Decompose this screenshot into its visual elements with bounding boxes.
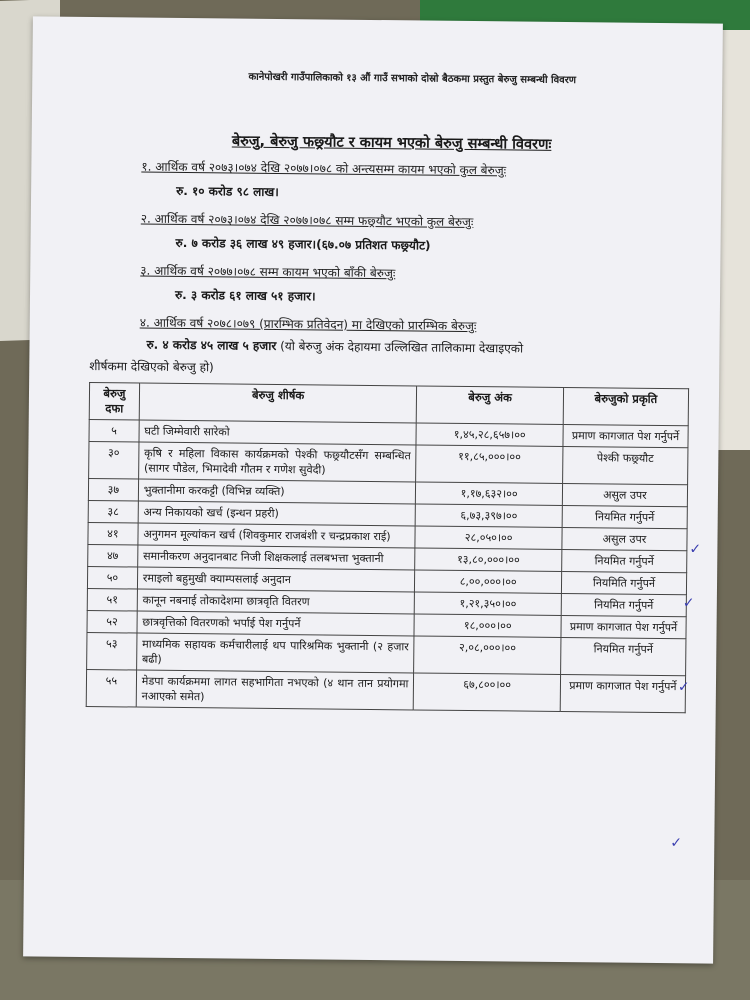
cell-nature: प्रमाण कागजात पेश गर्नुपर्ने <box>563 424 688 447</box>
cell-amount: ६,७३,३९७।०० <box>416 504 563 528</box>
cell-title: अनुगमन मूल्यांकन खर्च (शिवकुमार राजबंशी र चन्द्रप्रकाश राई) <box>138 523 416 548</box>
item-4-amount: रु. ४ करोड ४५ लाख ५ हजार <box>146 337 277 353</box>
cell-title: भुक्तानीमा करकट्टी (विभिन्न व्यक्ति) <box>138 479 416 504</box>
cell-amount: २८,०५०।०० <box>415 526 562 550</box>
checkmark-icon: ✓ <box>670 835 683 852</box>
item-1-heading: १. आर्थिक वर्ष २०७३।०७४ देखि २०७७।०७८ को अन्त्यसम्म कायम भएको कुल बेरुजुः <box>141 159 507 178</box>
cell-nature: प्रमाण कागजात पेश गर्नुपर्ने <box>560 674 685 712</box>
cell-amount: ११,८५,०००।०० <box>416 445 563 484</box>
item-4-note: (यो बेरुजु अंक देहायमा उल्लिखित तालिकामा देखाइएको <box>280 339 524 356</box>
cell-dafa: ५३ <box>87 633 137 671</box>
document-sheet <box>23 16 723 963</box>
cell-title: घटी जिम्मेवारी सारेको <box>139 420 417 445</box>
item-2-amount: रु. ७ करोड ३६ लाख ४९ हजार।(६७.०७ प्रतिशत फछ्र्यौट) <box>175 235 431 253</box>
cell-dafa: ५ <box>89 420 139 443</box>
header-nature: बेरुजुको प्रकृति <box>563 387 688 425</box>
cell-dafa: ५२ <box>87 611 137 634</box>
cell-title: अन्य निकायको खर्च (इन्धन प्रहरी) <box>138 501 416 526</box>
checkmark-icon: ✓ <box>677 679 690 696</box>
cell-title: कृषि र महिला विकास कार्यक्रमको पेश्की फछ्र्यौटसँग सम्बन्धित (सागर पौडेल, भिमादेवी गौतम र गणेश सुवेदी) <box>138 442 416 482</box>
cell-dafa: ३८ <box>88 501 138 524</box>
table-row <box>87 633 686 676</box>
cell-nature: प्रमाण कागजात पेश गर्नुपर्ने <box>561 615 686 638</box>
cell-dafa: ३७ <box>88 479 138 502</box>
cell-amount: २,०८,०००।०० <box>414 636 561 675</box>
cell-nature: नियमिति गर्नुपर्ने <box>561 571 686 594</box>
document-header: कानेपोखरी गाउँपालिकाको १३ औं गाउँ सभाको दोस्रो बैठकमा प्रस्तुत बेरुजु सम्बन्धी विवरण <box>248 71 577 87</box>
header-amount: बेरुजु अंक <box>417 386 564 425</box>
item-4-heading: ४. आर्थिक वर्ष २०७८।०७९ (प्रारम्भिक प्रतिवेदन) मा देखिएको प्रारम्भिक बेरुजुः <box>139 315 477 334</box>
cell-title: रमाइलो बहुमुखी क्याम्पसलाई अनुदान <box>137 567 415 592</box>
audit-table <box>86 382 689 713</box>
item-2-heading: २. आर्थिक वर्ष २०७३।०७४ देखि २०७७।०७८ सम्म फछ्र्यौट भएको कुल बेरुजुः <box>140 211 474 230</box>
checkmark-icon: ✓ <box>682 595 695 612</box>
cell-amount: १३,८०,०००।०० <box>415 548 562 572</box>
cell-dafa: ३० <box>89 442 139 480</box>
cell-nature: पेश्की फछ्र्यौट <box>562 446 687 484</box>
cell-nature: असुल उपर <box>562 483 687 506</box>
table-row <box>89 442 688 485</box>
cell-amount: १,१७,६३२।०० <box>416 482 563 506</box>
cell-amount: १,२१,३५०।०० <box>415 592 562 616</box>
cell-nature: नियमित गर्नुपर्ने <box>560 637 685 675</box>
item-4-note-cont: शीर्षकमा देखिएको बेरुजु हो) <box>89 359 214 375</box>
cell-amount: १८,०००।०० <box>414 614 561 638</box>
cell-dafa: ५५ <box>86 670 136 708</box>
item-3-heading: ३. आर्थिक वर्ष २०७७।०७८ सम्म कायम भएको बाँकी बेरुजुः <box>140 263 396 281</box>
item-3-amount: रु. ३ करोड ६१ लाख ५१ हजार। <box>174 287 316 304</box>
checkmark-icon: ✓ <box>689 541 702 558</box>
header-dafa: बेरुजु दफा <box>89 383 139 421</box>
cell-dafa: ४७ <box>88 545 138 568</box>
cell-title: मेडपा कार्यक्रममा लागत सहभागिता नभएको (४ थान तान प्रयोगमा नआएको समेत) <box>136 670 414 710</box>
cell-dafa: ५१ <box>87 589 137 612</box>
cell-nature: नियमित गर्नुपर्ने <box>561 593 686 616</box>
cell-title: कानून नबनाई तोकादेशमा छात्रवृति वितरण <box>137 589 415 614</box>
item-1-amount: रु. १० करोड ९८ लाख। <box>176 183 279 199</box>
cell-title: समानीकरण अनुदानबाट निजी शिक्षकलाई तलबभत्ता भुक्तानी <box>138 545 416 570</box>
cell-dafa: ४१ <box>88 523 138 546</box>
cell-nature: असुल उपर <box>562 527 687 550</box>
table-row <box>86 670 685 713</box>
header-title: बेरुजु शीर्षक <box>139 383 417 423</box>
cell-amount: ६७,८००।०० <box>414 673 561 712</box>
document-title: बेरुजु, बेरुजु फछ्र्यौट र कायम भएको बेरुजु सम्बन्धी विवरणः <box>231 133 552 153</box>
cell-nature: नियमित गर्नुपर्ने <box>562 549 687 572</box>
cell-title: छात्रवृत्तिको वितरणको भर्पाई पेश गर्नुपर्ने <box>137 611 415 636</box>
cell-dafa: ५० <box>87 567 137 590</box>
cell-amount: ८,००,०००।०० <box>415 570 562 594</box>
table-header-row <box>89 383 688 426</box>
cell-nature: नियमित गर्नुपर्ने <box>562 505 687 528</box>
item-4-amount-line <box>146 336 523 357</box>
cell-amount: १,४५,२८,६५७।०० <box>416 423 563 447</box>
cell-title: माध्यमिक सहायक कर्मचारीलाई थप पारिश्रमिक भुक्तानी (२ हजार बढी) <box>136 633 414 673</box>
